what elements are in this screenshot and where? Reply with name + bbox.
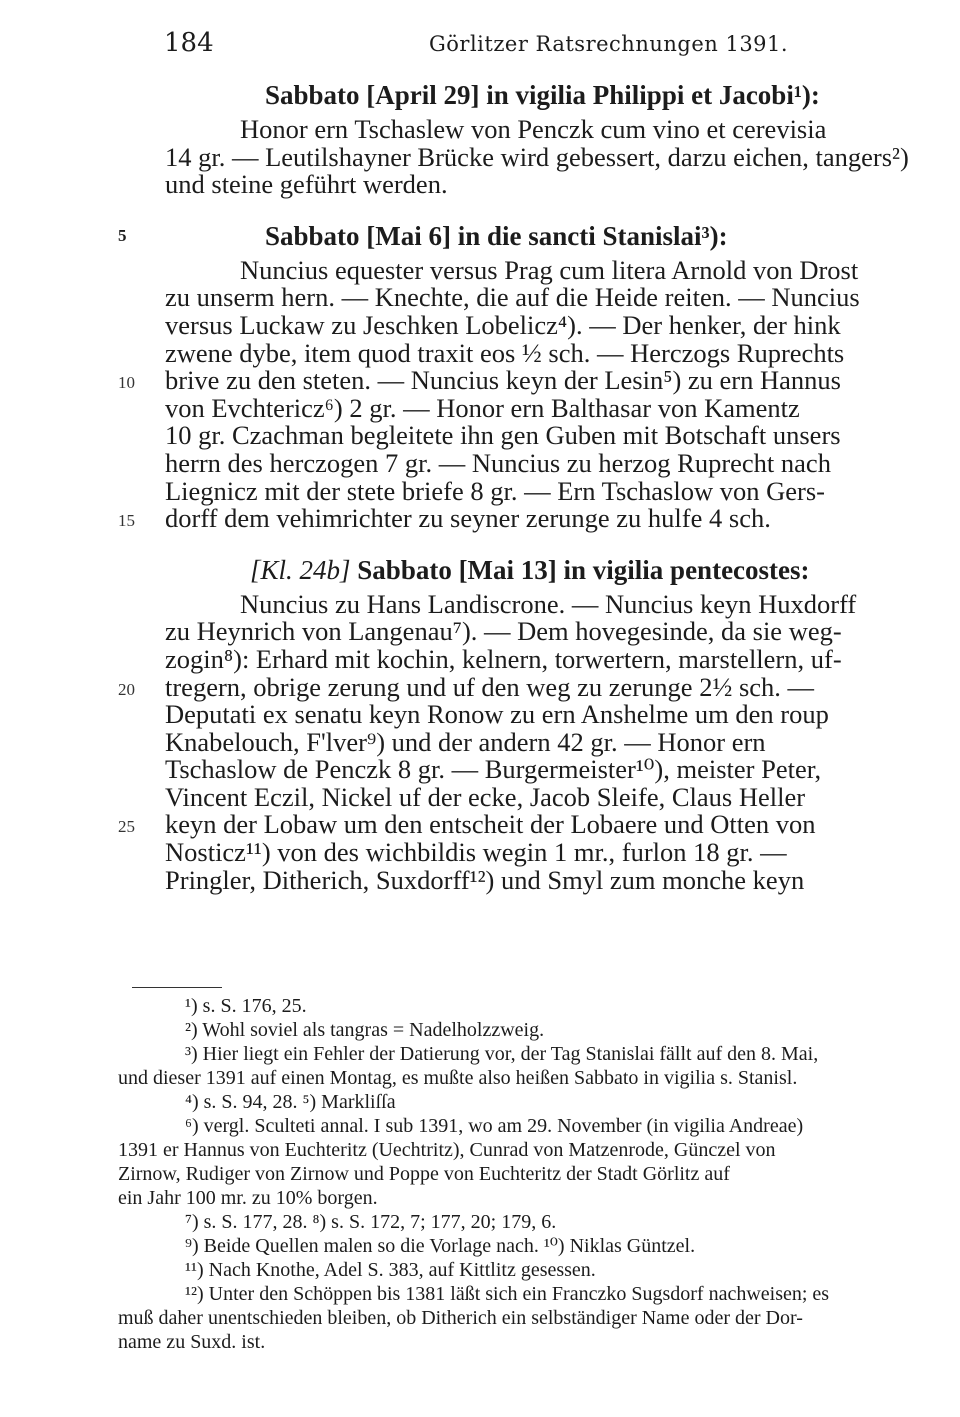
line-text: Tschaslow de Penczk 8 gr. — Burgermeister¹⁰), meister Peter, [165, 754, 822, 785]
text-line [0, 367, 960, 395]
line-text: zu Heynrich von Langenau⁷). — Dem hovegesinde, da sie weg- [165, 616, 842, 647]
page-header [164, 28, 924, 68]
running-title: Görlitzer Ratsrechnungen 1391. [429, 32, 789, 56]
folio-reference: [Kl. 24b] [250, 554, 358, 585]
line-text: Vincent Eczil, Nickel uf der ecke, Jacob Sleife, Claus Heller [165, 781, 806, 812]
section-heading [0, 219, 960, 257]
line-text: brive zu den steten. — Nuncius keyn der Lesin⁵) zu ern Hannus [165, 365, 841, 396]
line-text: Knabelouch, F'lver⁹) und der andern 42 gr. — Honor ern [165, 726, 766, 757]
text-line [0, 284, 960, 312]
line-text: keyn der Lobaw um den entscheit der Lobaere und Otten von [165, 809, 816, 840]
footnote-line: 1391 er Hannus von Euchteritz (Uechtritz), Cunrad von Matzenrode, Günczel von [118, 1139, 776, 1161]
line-text: dorff dem vehimrichter zu seyner zerunge zu hulfe 4 sch. [165, 503, 771, 534]
text-line [0, 618, 960, 646]
line-number: 25 [118, 817, 135, 837]
text-line [0, 116, 960, 144]
section-heading [0, 553, 960, 591]
text-line [0, 643, 960, 674]
footnote-line: ²) Wohl soviel als tangras = Nadelholzzweig. [185, 1019, 545, 1041]
line-text: tregern, obrige zerung und uf den weg zu zerunge 2½ sch. — [165, 671, 815, 702]
footnote-rule [132, 987, 222, 988]
footnote-line: ⁹) Beide Quellen malen so die Vorlage nach. ¹⁰) Niklas Güntzel. [185, 1235, 696, 1257]
line-text: von Evchtericz⁶) 2 gr. — Honor ern Balthasar von Kamentz [165, 392, 800, 423]
line-number: 20 [118, 679, 135, 699]
footnote-line: ⁶) vergl. Sculteti annal. I sub 1391, wo am 29. November (in vigilia Andreae) [185, 1115, 804, 1137]
line-text: versus Luckaw zu Jeschken Lobelicz⁴). — Der henker, der hink [165, 309, 841, 340]
line-text: Nuncius zu Hans Landiscrone. — Nuncius keyn Huxdorff [240, 588, 857, 619]
line-text: zogin⁸): Erhard mit kochin, kelnern, torwertern, marstellern, uf- [165, 643, 842, 674]
heading-text: Sabbato [Mai 13] in vigilia pentecostes: [357, 554, 810, 585]
footnotes [0, 994, 960, 1354]
text-line [0, 588, 960, 619]
line-text: Nosticz¹¹) von des wichbildis wegin 1 mr., furlon 18 gr. — [165, 837, 787, 868]
heading-text: Sabbato [Mai 6] in die sancti Stanislai³): [265, 220, 728, 251]
footnote-line: ³) Hier liegt ein Fehler der Datierung vor, der Tag Stanislai fällt auf den 8. Mai, [185, 1043, 819, 1065]
line-text: herrn des herczogen 7 gr. — Nuncius zu herzog Ruprecht nach [165, 447, 831, 478]
line-text: und steine geführt werden. [165, 169, 448, 200]
text-line [0, 726, 960, 757]
text-line [0, 864, 960, 895]
footnote-line: ¹) s. S. 176, 25. [185, 995, 307, 1017]
footnote-line: ⁴) s. S. 94, 28. ⁵) Markliſſa [185, 1091, 396, 1113]
entry-section [0, 199, 960, 533]
text-line [0, 701, 960, 729]
text-line [0, 392, 960, 423]
footnote-line: ¹¹) Nach Knothe, Adel S. 383, auf Kittlitz gesessen. [185, 1259, 596, 1281]
line-text: zu unserm hern. — Knechte, die auf die Heide reiten. — Nuncius [165, 282, 860, 313]
text-line [0, 447, 960, 478]
line-text: Nuncius equester versus Prag cum litera Arnold von Drost [240, 254, 859, 285]
entry-section [0, 78, 960, 199]
entry-section [0, 533, 960, 895]
line-text: zwene dybe, item quod traxit eos ½ sch. — Herczogs Ruprechts [165, 337, 845, 368]
line-number: 15 [118, 511, 135, 531]
text-line [0, 171, 960, 199]
main-text [0, 78, 960, 894]
heading-text: Sabbato [April 29] in vigilia Philippi et Jacobi¹): [265, 80, 820, 110]
footnote-line: ein Jahr 100 mr. zu 10% borgen. [118, 1187, 378, 1209]
page-number: 184 [164, 28, 214, 58]
text-line [0, 141, 960, 172]
footnote-line: ⁷) s. S. 177, 28. ⁸) s. S. 172, 7; 177, 20; 179, 6. [185, 1211, 557, 1233]
text-line [0, 505, 960, 533]
footnote-line: name zu Suxd. ist. [118, 1331, 266, 1353]
text-line [0, 254, 960, 285]
text-line [0, 811, 960, 839]
text-line [0, 337, 960, 368]
footnote-line: Zirnow, Rudiger von Zirnow und Poppe von Euchteritz der Stadt Görlitz auf [118, 1163, 730, 1185]
text-line [0, 756, 960, 784]
line-text: Pringler, Ditherich, Suxdorff¹²) und Smyl zum monche keyn [165, 864, 805, 895]
line-text: 14 gr. — Leutilshayner Brücke wird gebessert, darzu eichen, tangers²) [165, 141, 909, 172]
text-line [0, 422, 960, 450]
text-line [0, 781, 960, 812]
text-line [0, 475, 960, 506]
text-line [0, 309, 960, 340]
footnote-line: ¹²) Unter den Schöppen bis 1381 läßt sich ein Franczko Sugsdorf nachweisen; es [185, 1283, 830, 1305]
line-text: Liegnicz mit der stete briefe 8 gr. — Ern Tschaslow von Gers- [165, 475, 825, 506]
text-line [0, 671, 960, 702]
text-line [0, 839, 960, 867]
line-number: 10 [118, 373, 135, 393]
line-text: Honor ern Tschaslew von Penczk cum vino et cerevisia [240, 114, 827, 144]
footnote-line: muß daher unentschieden bleiben, ob Ditherich ein selbständiger Name oder der Dor- [118, 1307, 803, 1329]
section-heading [0, 78, 960, 116]
line-number: 5 [118, 225, 127, 245]
line-text: Deputati ex senatu keyn Ronow zu ern Anshelme um den roup [165, 699, 829, 730]
footnote-line: und dieser 1391 auf einen Montag, es mußte also heißen Sabbato in vigilia s. Stanisl. [118, 1067, 798, 1089]
line-text: 10 gr. Czachman begleitete ihn gen Guben mit Botschaft unsers [165, 420, 841, 451]
